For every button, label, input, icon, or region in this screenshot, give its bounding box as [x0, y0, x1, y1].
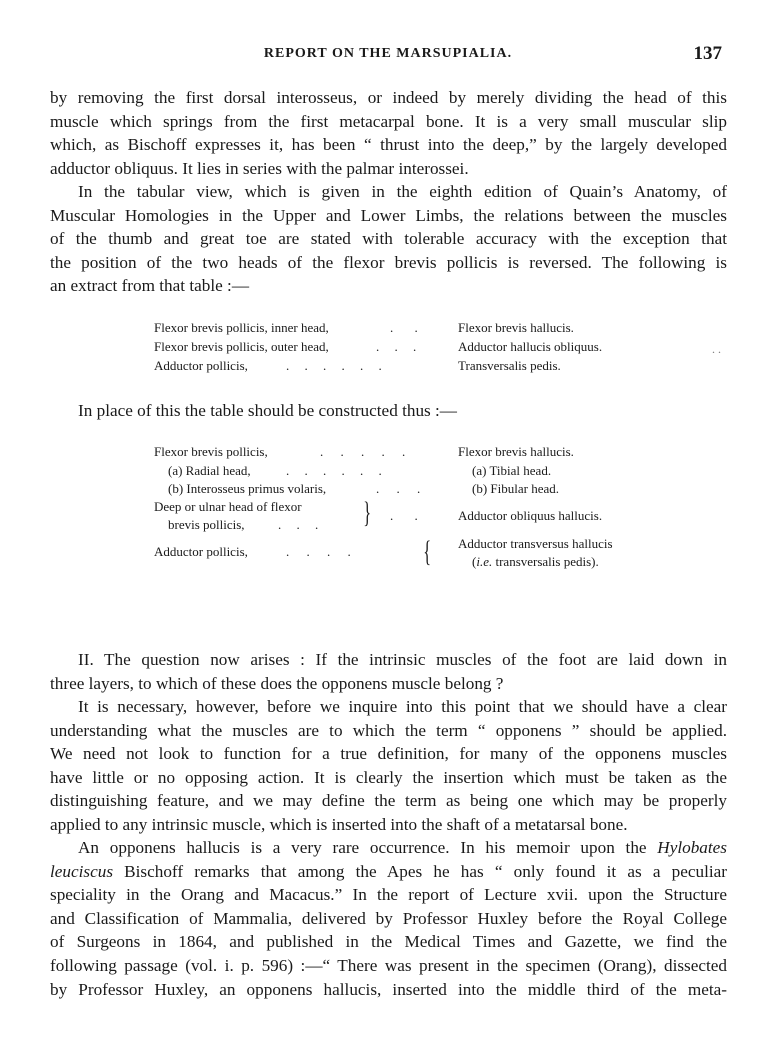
- text-line: by removing the first dorsal interosseus, or indeed by merely dividing the head of this: [50, 88, 727, 107]
- text-line: It is necessary, however, before we inquire into this point that we should have a clear: [78, 697, 727, 716]
- text-line: which, as Bischoff expresses it, has been “ thrust into the deep,” by the largely developed: [50, 135, 727, 155]
- text-line: following passage (vol. i. p. 596) :—“ There was present in the specimen (Orang), dissected: [50, 955, 727, 975]
- table-cell-right: Transversalis pedis.: [458, 358, 561, 373]
- table-cell-right: Flexor brevis hallucis.: [458, 320, 574, 335]
- paragraph-6: [50, 836, 727, 1001]
- table-leader-dots: . . . . .: [320, 444, 406, 459]
- paragraph-2: [50, 180, 727, 298]
- italic-text: i.e.: [476, 554, 493, 569]
- table-leader-dots: . . .: [376, 481, 421, 496]
- table-leader-dots: . . . . . .: [286, 358, 382, 373]
- table-corrected: [154, 443, 654, 573]
- text-line: speciality in the Orang and Macacus.” In the report of Lecture xvii. upon the Structure: [50, 885, 727, 905]
- table-cell-right: Adductor hallucis obliquus.: [458, 339, 603, 354]
- stray-print-mark: . .: [712, 342, 721, 356]
- text-line: Muscular Homologies in the Upper and Lower Limbs, the relations between the muscles: [50, 205, 727, 225]
- paragraph-4: [50, 648, 727, 695]
- table-cell-right: (a) Tibial head.: [472, 463, 552, 478]
- italic-text: Hylobates: [657, 838, 727, 857]
- page-number: 137: [693, 43, 722, 64]
- table-cell-left: Flexor brevis pollicis, outer head,: [154, 339, 329, 354]
- table-leader-dots: . . . . . .: [286, 463, 382, 478]
- text-line: by Professor Huxley, an opponens hallucis, inserted into the middle third of the meta-: [50, 979, 727, 999]
- running-header: [0, 44, 776, 68]
- table-cell-right: (b) Fibular head.: [472, 481, 560, 496]
- table-cell-right: (i.e. transversalis pedis).: [472, 554, 599, 569]
- paragraph-5: [50, 695, 727, 837]
- header-title: REPORT ON THE MARSUPIALIA.: [263, 46, 513, 61]
- table-leader-dots: . . . .: [286, 544, 351, 559]
- table-cell-left: brevis pollicis,: [168, 517, 245, 532]
- table-leader-dots: . . .: [376, 339, 417, 354]
- table-leader-dots: . .: [390, 320, 418, 335]
- italic-text: leuciscus: [50, 861, 114, 881]
- text-line: an extract from that table :—: [50, 276, 250, 296]
- table-cell-right: Flexor brevis hallucis.: [458, 444, 574, 459]
- text-line: of the thumb and great toe are stated with tolerable accuracy with the exception that: [50, 229, 727, 249]
- text-line: We need not look to function for a true definition, for many of the opponens muscles: [50, 744, 727, 764]
- text-line: II. The question now arises : If the intrinsic muscles of the foot are laid down in: [78, 650, 727, 669]
- table-cell-left: (b) Interosseus primus volaris,: [168, 481, 327, 496]
- text-line: In the tabular view, which is given in the eighth edition of Quain’s Anatomy, of: [78, 182, 727, 201]
- text-line: of Surgeons in 1864, and published in the Medical Times and Gazette, we find the: [50, 932, 727, 952]
- text-line: and Classification of Mammalia, delivered by Professor Huxley before the Royal College: [50, 908, 727, 928]
- text-line: understanding what the muscles are to which the term “ opponens ” should be applied.: [50, 720, 727, 740]
- table-cell-right: Adductor obliquus hallucis.: [458, 508, 603, 523]
- text-line: An opponens hallucis is a very rare occurrence. In his memoir upon the Hylobates: [78, 838, 727, 857]
- table-quain-extract: [154, 319, 634, 379]
- paragraph-1: [50, 86, 727, 180]
- paragraph-3: In place of this the table should be constructed thus :—: [78, 401, 457, 420]
- table-leader-dots: . .: [390, 508, 418, 523]
- table-leader-dots: . . .: [278, 517, 319, 532]
- table-cell-left: Adductor pollicis,: [154, 358, 248, 373]
- text-line: have little or no opposing action. It is clearly the insertion which must be taken as the: [50, 767, 727, 787]
- table-cell-left: Adductor pollicis,: [154, 544, 248, 559]
- right-brace: }: [363, 496, 372, 529]
- table-cell-left: (a) Radial head,: [168, 463, 251, 478]
- text-line: distinguishing feature, and we may define the term as being one which may be properly: [50, 791, 727, 811]
- table-cell-right: Adductor transversus hallucis: [458, 536, 613, 551]
- text-line: the position of the two heads of the flexor brevis pollicis is reversed. The following is: [50, 252, 727, 272]
- text-line: three layers, to which of these does the opponens muscle belong ?: [50, 673, 504, 693]
- text-line: muscle which springs from the first metacarpal bone. It is a very small muscular slip: [50, 111, 727, 131]
- table-cell-left: Deep or ulnar head of flexor: [154, 499, 302, 514]
- text-line: leuciscus Bischoff remarks that among the Apes he has “ only found it as a peculiar: [50, 861, 727, 881]
- table-cell-left: Flexor brevis pollicis, inner head,: [154, 320, 329, 335]
- text-line: adductor obliquus. It lies in series with the palmar interossei.: [50, 158, 469, 178]
- table-cell-left: Flexor brevis pollicis,: [154, 444, 268, 459]
- left-brace: {: [423, 535, 432, 568]
- text-line: applied to any intrinsic muscle, which is inserted into the shaft of a metatarsal bone.: [50, 814, 628, 834]
